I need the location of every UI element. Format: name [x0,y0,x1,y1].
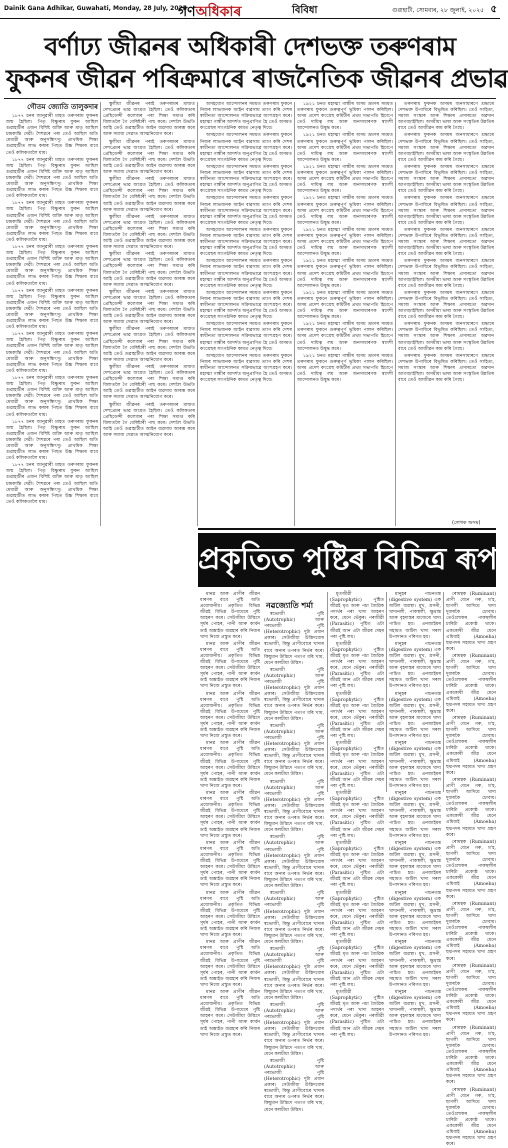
body-paragraph: ১৯২১ চনত মহাত্মা গান্ধীৰ অসম ভ্ৰমণৰ সময়ত তৰুণৰাম ফুকনে গুৰুত্বপূৰ্ণ ভূমিকা পালন কৰিছিল। অসম প্ৰদেশ কংগ্ৰেছ কমিটীৰ প্ৰথম সভাপতি হিচাপে তেওঁ দায়িত্ব লয় আৰু জনসাধাৰণক স্বদেশী আন্দোলনত উদ্বুদ্ধ কৰে। [297,228,393,258]
body-paragraph: অসহযোগ আন্দোলনৰ সময়ত তৰুণৰাম ফুকনে নিজৰ লাভজনক আইন ব্যৱসায় ত্যাগ কৰি দেশৰ স্বাধীনতা আন্দোলনত সক্ৰিয়ভাৱে অংশগ্ৰহণ কৰে। মহাত্মা গান্ধীৰ আদৰ্শত অনুপ্ৰাণিত হৈ তেওঁ অসমত কংগ্ৰেছৰ সাংগঠনিক কামত নেতৃত্ব দিয়ে। [200,133,292,163]
body-paragraph: ১৮৭৭ চনৰ জানুৱাৰী মাহত তৰুণৰাম ফুকনৰ জন্ম হৈছিল। পিতৃ বিষ্ণুৰাম ফুকন আছিল গুৱাহাটীৰ এজন বিশিষ্ট ব্যক্তি আৰু মাতৃ আছিল চন্দ্ৰকান্তি দেৱী। শৈশৱৰে পৰা তেওঁ আছিল অতি মেধাৱী আৰু অনুসন্ধিৎসু। প্ৰাথমিক শিক্ষা গুৱাহাটীত লাভ কৰাৰ পিছত উচ্চ শিক্ষাৰ বাবে তেওঁ কলিকতালৈ যায়। [6,158,98,201]
article1-col4-text [297,102,393,384]
column-divider [294,102,295,526]
masthead [0,0,500,19]
body-paragraph: মূতজীৱী (Saprophytic) পুষ্টিত জীৱই মৃত আৰু পচা জৈৱিক পদাৰ্থৰ পৰা খাদ্য আহৰণ কৰে, যেনে ভেঁকুৰ। পৰজীৱী (Parasitic) পুষ্টিত এটা জীৱই আন এটা জীৱৰ দেহৰ পৰা পুষ্টি লয়। [330,592,384,641]
body-paragraph: মানুহৰ পাচনতন্ত্ৰ (digestive system) এক জটিল ব্যৱস্থা। মুখ, গ্ৰসনী, খাদ্যনলী, পাকস্থলী, ক্ষুদ্ৰান্ত্ৰ আৰু বৃহদান্ত্ৰৰ মাজেৰে খাদ্য পাচিত হয়। এনজাইমৰ সহায়ত জটিল খাদ্য সৰল উপাদানত পৰিণত হয়। [389,841,441,890]
article2-column-2 [264,612,324,792]
article1-column-1 [6,102,98,526]
article1-col5-text [398,102,494,384]
article1-headline-line1: বৰ্ণাঢ্য জীৱনৰ অধিকাৰী দেশভক্ত তৰুণৰাম [6,32,494,62]
body-paragraph: স্বভোজী পুষ্টি (Autotrophic) আৰু পৰভোজী পুষ্টি (Heterotrophic) দুটা প্ৰধান প্ৰকাৰ। সেউজীয়া উদ্ভিদবোৰ স্বভোজী, কিন্তু প্ৰাণীবোৰে খাদ্যৰ বাবে অন্যৰ ওপৰত নিৰ্ভৰ কৰে। কিছুমান উদ্ভিদে পতংগ ধৰি খায়, যেনে কলচীয়া উদ্ভিদ। [264,780,324,835]
body-paragraph: ১৯২১ চনত মহাত্মা গান্ধীৰ অসম ভ্ৰমণৰ সময়ত তৰুণৰাম ফুকনে গুৰুত্বপূৰ্ণ ভূমিকা পালন কৰিছিল। অসম প্ৰদেশ কংগ্ৰেছ কমিটীৰ প্ৰথম সভাপতি হিচাপে তেওঁ দায়িত্ব লয় আৰু জনসাধাৰণক স্বদেশী আন্দোলনত উদ্বুদ্ধ কৰে। [297,165,393,195]
body-paragraph: অসহযোগ আন্দোলনৰ সময়ত তৰুণৰাম ফুকনে নিজৰ লাভজনক আইন ব্যৱসায় ত্যাগ কৰি দেশৰ স্বাধীনতা আন্দোলনত সক্ৰিয়ভাৱে অংশগ্ৰহণ কৰে। মহাত্মা গান্ধীৰ আদৰ্শত অনুপ্ৰাণিত হৈ তেওঁ অসমত কংগ্ৰেছৰ সাংগঠনিক কামত নেতৃত্ব দিয়ে। [200,291,292,321]
body-paragraph: ১৯২১ চনত মহাত্মা গান্ধীৰ অসম ভ্ৰমণৰ সময়ত তৰুণৰাম ফুকনে গুৰুত্বপূৰ্ণ ভূমিকা পালন কৰিছিল। অসম প্ৰদেশ কংগ্ৰেছ কমিটীৰ প্ৰথম সভাপতি হিচাপে তেওঁ দায়িত্ব লয় আৰু জনসাধাৰণক স্বদেশী আন্দোলনত উদ্বুদ্ধ কৰে। [297,196,393,226]
body-paragraph: মানৱ আৰু প্ৰাণীৰ জীৱন ধাৰণৰ বাবে পুষ্টি অতি প্ৰয়োজনীয়। প্ৰকৃতিত বিভিন্ন জীৱই বিভিন্ন উপায়েৰে পুষ্টি আহৰণ কৰে। সেউজীয়া উদ্ভিদে সূৰ্যৰ পোহৰ, পানী আৰু কাৰ্বন ডাই অক্সাইড ব্যৱহাৰ কৰি নিজৰ খাদ্য নিজে প্ৰস্তুত কৰে। [200,791,260,840]
body-paragraph: মূতজীৱী (Saprophytic) পুষ্টিত জীৱই মৃত আৰু পচা জৈৱিক পদাৰ্থৰ পৰা খাদ্য আহৰণ কৰে, যেনে ভেঁকুৰ। পৰজীৱী (Parasitic) পুষ্টিত এটা জীৱই আন এটা জীৱৰ দেহৰ পৰা পুষ্টি লয়। [330,741,384,790]
body-paragraph: মানৱ আৰু প্ৰাণীৰ জীৱন ধাৰণৰ বাবে পুষ্টি অতি প্ৰয়োজনীয়। প্ৰকৃতিত বিভিন্ন জীৱই বিভিন্ন উপায়েৰে পুষ্টি আহৰণ কৰে। সেউজীয়া উদ্ভিদে সূৰ্যৰ পোহৰ, পানী আৰু কাৰ্বন ডাই অক্সাইড ব্যৱহাৰ কৰি নিজৰ খাদ্য নিজে প্ৰস্তুত কৰে। [200,592,260,641]
article1-column-3 [200,102,292,526]
article2-col4-text [389,592,441,1039]
body-paragraph: মানুহৰ পাচনতন্ত্ৰ (digestive system) এক জটিল ব্যৱস্থা। মুখ, গ্ৰসনী, খাদ্যনলী, পাকস্থলী, ক্ষুদ্ৰান্ত্ৰ আৰু বৃহদান্ত্ৰৰ মাজেৰে খাদ্য পাচিত হয়। এনজাইমৰ সহায়ত জটিল খাদ্য সৰল উপাদানত পৰিণত হয়। [389,891,441,940]
body-paragraph: মানৱ আৰু প্ৰাণীৰ জীৱন ধাৰণৰ বাবে পুষ্টি অতি প্ৰয়োজনীয়। প্ৰকৃতিত বিভিন্ন জীৱই বিভিন্ন উপায়েৰে পুষ্টি আহৰণ কৰে। সেউজীয়া উদ্ভিদে সূৰ্যৰ পোহৰ, পানী আৰু কাৰ্বন ডাই অক্সাইড ব্যৱহাৰ কৰি নিজৰ খাদ্য নিজে প্ৰস্তুত কৰে। [200,692,260,741]
headline-divider [4,98,496,99]
body-paragraph: মানুহৰ পাচনতন্ত্ৰ (digestive system) এক জটিল ব্যৱস্থা। মুখ, গ্ৰসনী, খাদ্যনলী, পাকস্থলী, ক্ষুদ্ৰান্ত্ৰ আৰু বৃহদান্ত্ৰৰ মাজেৰে খাদ্য পাচিত হয়। এনজাইমৰ সহায়ত জটিল খাদ্য সৰল উপাদানত পৰিণত হয়। [389,741,441,790]
article2-column-4 [389,592,441,792]
newspaper-logo [178,0,241,24]
body-paragraph: মানুহৰ পাচনতন্ত্ৰ (digestive system) এক জটিল ব্যৱস্থা। মুখ, গ্ৰসনী, খাদ্যনলী, পাকস্থলী, ক্ষুদ্ৰান্ত্ৰ আৰু বৃহদান্ত্ৰৰ মাজেৰে খাদ্য পাচিত হয়। এনজাইমৰ সহায়ত জটিল খাদ্য সৰল উপাদানত পৰিণত হয়। [389,692,441,741]
body-paragraph: স্বভোজী পুষ্টি (Autotrophic) আৰু পৰভোজী পুষ্টি (Heterotrophic) দুটা প্ৰধান প্ৰকাৰ। সেউজীয়া উদ্ভিদবোৰ স্বভোজী, কিন্তু প্ৰাণীবোৰে খাদ্যৰ বাবে অন্যৰ ওপৰত নিৰ্ভৰ কৰে। কিছুমান উদ্ভিদে পতংগ ধৰি খায়, যেনে কলচীয়া উদ্ভিদ। [264,612,324,667]
body-paragraph: অসহযোগ আন্দোলনৰ সময়ত তৰুণৰাম ফুকনে নিজৰ লাভজনক আইন ব্যৱসায় ত্যাগ কৰি দেশৰ স্বাধীনতা আন্দোলনত সক্ৰিয়ভাৱে অংশগ্ৰহণ কৰে। মহাত্মা গান্ধীৰ আদৰ্শত অনুপ্ৰাণিত হৈ তেওঁ অসমত কংগ্ৰেছৰ সাংগঠনিক কামত নেতৃত্ব দিয়ে। [200,228,292,258]
body-paragraph: ৰোমন্থক (Ruminant) প্ৰাণী যেনে গৰু, ম'হ, ছাগলী আদিয়ে খাদ্য দুবাৰকৈ চোবায়। তেওঁলোকৰ পাকস্থলীৰ চাৰিটা প্ৰকোষ্ঠ থাকে। এককোষী জীৱ যেনে এমিবাই (Amoeba) ছদ্মপদৰ সহায়ত খাদ্য গ্ৰহণ কৰে। [446,840,496,901]
body-paragraph: তৰুণৰাম ফুকনক অসমৰ জনসাধাৰণে শ্ৰদ্ধাৰে দেশভক্ত উপাধিৰে বিভূষিত কৰিছিল। তেওঁ সাহিত্য, সমাজ সংস্কাৰ আৰু শিক্ষাৰ প্ৰসাৰতো অৱদান আগবঢ়াইছিল। অসমীয়া ভাষা আৰু সংস্কৃতিৰ উন্নতিৰ বাবে তেওঁ আজীৱন কাম কৰি গৈছে। [398,133,494,163]
body-paragraph: স্কুলীয়া জীৱনৰ পৰাই তৰুণৰামৰ মাজত দেশপ্ৰেমৰ ভাৱ জাগ্ৰত হৈছিল। তেওঁ কলিকতাৰ প্ৰেছিডেন্সী কলেজৰ পৰা শিক্ষা সমাপ্ত কৰি বিলাতলৈ গৈ বেৰিষ্টাৰী পাছ কৰে। দেশলৈ উভতি আহি তেওঁ গুৱাহাটীত আইন ব্যৱসায় আৰম্ভ কৰে আৰু সমাজ সেৱাত আত্মনিয়োগ কৰে। [103,252,195,289]
body-paragraph: মূতজীৱী (Saprophytic) পুষ্টিত জীৱই মৃত আৰু পচা জৈৱিক পদাৰ্থৰ পৰা খাদ্য আহৰণ কৰে, যেনে ভেঁকুৰ। পৰজীৱী (Parasitic) পুষ্টিত এটা জীৱই আন এটা জীৱৰ দেহৰ পৰা পুষ্টি লয়। [330,940,384,989]
article1-headline-line2: ফুকনৰ জীৱন পৰিক্ৰমাৰে ৰাজনৈতিক জীৱনৰ প্ৰভাৱ [6,64,494,94]
article1-col3-text [200,102,292,384]
column-divider [386,592,387,792]
column-divider [197,102,198,526]
body-paragraph: ৰোমন্থক (Ruminant) প্ৰাণী যেনে গৰু, ম'হ, ছাগলী আদিয়ে খাদ্য দুবাৰকৈ চোবায়। তেওঁলোকৰ পাকস্থলীৰ চাৰিটা প্ৰকোষ্ঠ থাকে। এককোষী জীৱ যেনে এমিবাই (Amoeba) ছদ্মপদৰ সহায়ত খাদ্য গ্ৰহণ কৰে। [446,1088,496,1148]
body-paragraph: মূতজীৱী (Saprophytic) পুষ্টিত জীৱই মৃত আৰু পচা জৈৱিক পদাৰ্থৰ পৰা খাদ্য আহৰণ কৰে, যেনে ভেঁকুৰ। পৰজীৱী (Parasitic) পুষ্টিত এটা জীৱই আন এটা জীৱৰ দেহৰ পৰা পুষ্টি লয়। [330,841,384,890]
body-paragraph: ১৯২১ চনত মহাত্মা গান্ধীৰ অসম ভ্ৰমণৰ সময়ত তৰুণৰাম ফুকনে গুৰুত্বপূৰ্ণ ভূমিকা পালন কৰিছিল। অসম প্ৰদেশ কংগ্ৰেছ কমিটীৰ প্ৰথম সভাপতি হিচাপে তেওঁ দায়িত্ব লয় আৰু জনসাধাৰণক স্বদেশী আন্দোলনত উদ্বুদ্ধ কৰে। [297,354,393,384]
body-paragraph: তৰুণৰাম ফুকনক অসমৰ জনসাধাৰণে শ্ৰদ্ধাৰে দেশভক্ত উপাধিৰে বিভূষিত কৰিছিল। তেওঁ সাহিত্য, সমাজ সংস্কাৰ আৰু শিক্ষাৰ প্ৰসাৰতো অৱদান আগবঢ়াইছিল। অসমীয়া ভাষা আৰু সংস্কৃতিৰ উন্নতিৰ বাবে তেওঁ আজীৱন কাম কৰি গৈছে। [398,196,494,226]
body-paragraph: স্কুলীয়া জীৱনৰ পৰাই তৰুণৰামৰ মাজত দেশপ্ৰেমৰ ভাৱ জাগ্ৰত হৈছিল। তেওঁ কলিকতাৰ প্ৰেছিডেন্সী কলেজৰ পৰা শিক্ষা সমাপ্ত কৰি বিলাতলৈ গৈ বেৰিষ্টাৰী পাছ কৰে। দেশলৈ উভতি আহি তেওঁ গুৱাহাটীত আইন ব্যৱসায় আৰম্ভ কৰে আৰু সমাজ সেৱাত আত্মনিয়োগ কৰে। [103,215,195,252]
body-paragraph: তৰুণৰাম ফুকনক অসমৰ জনসাধাৰণে শ্ৰদ্ধাৰে দেশভক্ত উপাধিৰে বিভূষিত কৰিছিল। তেওঁ সাহিত্য, সমাজ সংস্কাৰ আৰু শিক্ষাৰ প্ৰসাৰতো অৱদান আগবঢ়াইছিল। অসমীয়া ভাষা আৰু সংস্কৃতিৰ উন্নতিৰ বাবে তেওঁ আজীৱন কাম কৰি গৈছে। [398,322,494,352]
body-paragraph: ১৯২১ চনত মহাত্মা গান্ধীৰ অসম ভ্ৰমণৰ সময়ত তৰুণৰাম ফুকনে গুৰুত্বপূৰ্ণ ভূমিকা পালন কৰিছিল। অসম প্ৰদেশ কংগ্ৰেছ কমিটীৰ প্ৰথম সভাপতি হিচাপে তেওঁ দায়িত্ব লয় আৰু জনসাধাৰণক স্বদেশী আন্দোলনত উদ্বুদ্ধ কৰে। [297,259,393,289]
body-paragraph: মানুহৰ পাচনতন্ত্ৰ (digestive system) এক জটিল ব্যৱস্থা। মুখ, গ্ৰসনী, খাদ্যনলী, পাকস্থলী, ক্ষুদ্ৰান্ত্ৰ আৰু বৃহদান্ত্ৰৰ মাজেৰে খাদ্য পাচিত হয়। এনজাইমৰ সহায়ত জটিল খাদ্য সৰল উপাদানত পৰিণত হয়। [389,940,441,989]
body-paragraph: স্বভোজী পুষ্টি (Autotrophic) আৰু পৰভোজী পুষ্টি (Heterotrophic) দুটা প্ৰধান প্ৰকাৰ। সেউজীয়া উদ্ভিদবোৰ স্বভোজী, কিন্তু প্ৰাণীবোৰে খাদ্যৰ বাবে অন্যৰ ওপৰত নিৰ্ভৰ কৰে। কিছুমান উদ্ভিদে পতংগ ধৰি খায়, যেনে কলচীয়া উদ্ভিদ। [264,947,324,1002]
body-paragraph: তৰুণৰাম ফুকনক অসমৰ জনসাধাৰণে শ্ৰদ্ধাৰে দেশভক্ত উপাধিৰে বিভূষিত কৰিছিল। তেওঁ সাহিত্য, সমাজ সংস্কাৰ আৰু শিক্ষাৰ প্ৰসাৰতো অৱদান আগবঢ়াইছিল। অসমীয়া ভাষা আৰু সংস্কৃতিৰ উন্নতিৰ বাবে তেওঁ আজীৱন কাম কৰি গৈছে। [398,228,494,258]
body-paragraph: মূতজীৱী (Saprophytic) পুষ্টিত জীৱই মৃত আৰু পচা জৈৱিক পদাৰ্থৰ পৰা খাদ্য আহৰণ কৰে, যেনে ভেঁকুৰ। পৰজীৱী (Parasitic) পুষ্টিত এটা জীৱই আন এটা জীৱৰ দেহৰ পৰা পুষ্টি লয়। [330,642,384,691]
body-paragraph: মানুহৰ পাচনতন্ত্ৰ (digestive system) এক জটিল ব্যৱস্থা। মুখ, গ্ৰসনী, খাদ্যনলী, পাকস্থলী, ক্ষুদ্ৰান্ত্ৰ আৰু বৃহদান্ত্ৰৰ মাজেৰে খাদ্য পাচিত হয়। এনজাইমৰ সহায়ত জটিল খাদ্য সৰল উপাদানত পৰিণত হয়। [389,592,441,641]
article2-byline: নৱজ্যোতি শৰ্মা [266,600,313,613]
body-paragraph: স্বভোজী পুষ্টি (Autotrophic) আৰু পৰভোজী পুষ্টি (Heterotrophic) দুটা প্ৰধান প্ৰকাৰ। সেউজীয়া উদ্ভিদবোৰ স্বভোজী, কিন্তু প্ৰাণীবোৰে খাদ্যৰ বাবে অন্যৰ ওপৰত নিৰ্ভৰ কৰে। কিছুমান উদ্ভিদে পতংগ ধৰি খায়, যেনে কলচীয়া উদ্ভিদ। [264,1059,324,1114]
column-divider [443,592,444,792]
body-paragraph: স্কুলীয়া জীৱনৰ পৰাই তৰুণৰামৰ মাজত দেশপ্ৰেমৰ ভাৱ জাগ্ৰত হৈছিল। তেওঁ কলিকতাৰ প্ৰেছিডেন্সী কলেজৰ পৰা শিক্ষা সমাপ্ত কৰি বিলাতলৈ গৈ বেৰিষ্টাৰী পাছ কৰে। দেশলৈ উভতি আহি তেওঁ গুৱাহাটীত আইন ব্যৱসায় আৰম্ভ কৰে আৰু সমাজ সেৱাত আত্মনিয়োগ কৰে। [103,140,195,177]
body-paragraph: ১৯২১ চনত মহাত্মা গান্ধীৰ অসম ভ্ৰমণৰ সময়ত তৰুণৰাম ফুকনে গুৰুত্বপূৰ্ণ ভূমিকা পালন কৰিছিল। অসম প্ৰদেশ কংগ্ৰেছ কমিটীৰ প্ৰথম সভাপতি হিচাপে তেওঁ দায়িত্ব লয় আৰু জনসাধাৰণক স্বদেশী আন্দোলনত উদ্বুদ্ধ কৰে। [297,133,393,163]
article-separator [198,528,496,530]
body-paragraph: স্কুলীয়া জীৱনৰ পৰাই তৰুণৰামৰ মাজত দেশপ্ৰেমৰ ভাৱ জাগ্ৰত হৈছিল। তেওঁ কলিকতাৰ প্ৰেছিডেন্সী কলেজৰ পৰা শিক্ষা সমাপ্ত কৰি বিলাতলৈ গৈ বেৰিষ্টাৰী পাছ কৰে। দেশলৈ উভতি আহি তেওঁ গুৱাহাটীত আইন ব্যৱসায় আৰম্ভ কৰে আৰু সমাজ সেৱাত আত্মনিয়োগ কৰে। [103,365,195,402]
masthead-dateline-as: গুৱাহাটী, সোমবাৰ, ২৮ জুলাই, ২০২৫ [392,5,484,16]
article1-col1-text [6,114,98,506]
body-paragraph: ১৮৭৭ চনৰ জানুৱাৰী মাহত তৰুণৰাম ফুকনৰ জন্ম হৈছিল। পিতৃ বিষ্ণুৰাম ফুকন আছিল গুৱাহাটীৰ এজন বিশিষ্ট ব্যক্তি আৰু মাতৃ আছিল চন্দ্ৰকান্তি দেৱী। শৈশৱৰে পৰা তেওঁ আছিল অতি মেধাৱী আৰু অনুসন্ধিৎসু। প্ৰাথমিক শিক্ষা গুৱাহাটীত লাভ কৰাৰ পিছত উচ্চ শিক্ষাৰ বাবে তেওঁ কলিকতালৈ যায়। [6,332,98,375]
body-paragraph: মানৱ আৰু প্ৰাণীৰ জীৱন ধাৰণৰ বাবে পুষ্টি অতি প্ৰয়োজনীয়। প্ৰকৃতিত বিভিন্ন জীৱই বিভিন্ন উপায়েৰে পুষ্টি আহৰণ কৰে। সেউজীয়া উদ্ভিদে সূৰ্যৰ পোহৰ, পানী আৰু কাৰ্বন ডাই অক্সাইড ব্যৱহাৰ কৰি নিজৰ খাদ্য নিজে প্ৰস্তুত কৰে। [200,940,260,989]
page-number: ৫ [491,2,498,19]
article2-col3-text [330,592,384,1039]
body-paragraph: তৰুণৰাম ফুকনক অসমৰ জনসাধাৰণে শ্ৰদ্ধাৰে দেশভক্ত উপাধিৰে বিভূষিত কৰিছিল। তেওঁ সাহিত্য, সমাজ সংস্কাৰ আৰু শিক্ষাৰ প্ৰসাৰতো অৱদান আগবঢ়াইছিল। অসমীয়া ভাষা আৰু সংস্কৃতিৰ উন্নতিৰ বাবে তেওঁ আজীৱন কাম কৰি গৈছে। [398,354,494,384]
body-paragraph: ১৮৭৭ চনৰ জানুৱাৰী মাহত তৰুণৰাম ফুকনৰ জন্ম হৈছিল। পিতৃ বিষ্ণুৰাম ফুকন আছিল গুৱাহাটীৰ এজন বিশিষ্ট ব্যক্তি আৰু মাতৃ আছিল চন্দ্ৰকান্তি দেৱী। শৈশৱৰে পৰা তেওঁ আছিল অতি মেধাৱী আৰু অনুসন্ধিৎসু। প্ৰাথমিক শিক্ষা গুৱাহাটীত লাভ কৰাৰ পিছত উচ্চ শিক্ষাৰ বাবে তেওঁ কলিকতালৈ যায়। [6,376,98,419]
body-paragraph: মূতজীৱী (Saprophytic) পুষ্টিত জীৱই মৃত আৰু পচা জৈৱিক পদাৰ্থৰ পৰা খাদ্য আহৰণ কৰে, যেনে ভেঁকুৰ। পৰজীৱী (Parasitic) পুষ্টিত এটা জীৱই আন এটা জীৱৰ দেহৰ পৰা পুষ্টি লয়। [330,692,384,741]
body-paragraph: ১৯২১ চনত মহাত্মা গান্ধীৰ অসম ভ্ৰমণৰ সময়ত তৰুণৰাম ফুকনে গুৰুত্বপূৰ্ণ ভূমিকা পালন কৰিছিল। অসম প্ৰদেশ কংগ্ৰেছ কমিটীৰ প্ৰথম সভাপতি হিচাপে তেওঁ দায়িত্ব লয় আৰু জনসাধাৰণক স্বদেশী আন্দোলনত উদ্বুদ্ধ কৰে। [297,291,393,321]
body-paragraph: স্কুলীয়া জীৱনৰ পৰাই তৰুণৰামৰ মাজত দেশপ্ৰেমৰ ভাৱ জাগ্ৰত হৈছিল। তেওঁ কলিকতাৰ প্ৰেছিডেন্সী কলেজৰ পৰা শিক্ষা সমাপ্ত কৰি বিলাতলৈ গৈ বেৰিষ্টাৰী পাছ কৰে। দেশলৈ উভতি আহি তেওঁ গুৱাহাটীত আইন ব্যৱসায় আৰম্ভ কৰে আৰু সমাজ সেৱাত আত্মনিয়োগ কৰে। [103,403,195,440]
article1-column-4 [297,102,393,526]
body-paragraph: অসহযোগ আন্দোলনৰ সময়ত তৰুণৰাম ফুকনে নিজৰ লাভজনক আইন ব্যৱসায় ত্যাগ কৰি দেশৰ স্বাধীনতা আন্দোলনত সক্ৰিয়ভাৱে অংশগ্ৰহণ কৰে। মহাত্মা গান্ধীৰ আদৰ্শত অনুপ্ৰাণিত হৈ তেওঁ অসমত কংগ্ৰেছৰ সাংগঠনিক কামত নেতৃত্ব দিয়ে। [200,196,292,226]
body-paragraph: মূতজীৱী (Saprophytic) পুষ্টিত জীৱই মৃত আৰু পচা জৈৱিক পদাৰ্থৰ পৰা খাদ্য আহৰণ কৰে, যেনে ভেঁকুৰ। পৰজীৱী (Parasitic) পুষ্টিত এটা জীৱই আন এটা জীৱৰ দেহৰ পৰা পুষ্টি লয়। [330,891,384,940]
article2-col5-text [446,592,496,1148]
body-paragraph: তৰুণৰাম ফুকনক অসমৰ জনসাধাৰণে শ্ৰদ্ধাৰে দেশভক্ত উপাধিৰে বিভূষিত কৰিছিল। তেওঁ সাহিত্য, সমাজ সংস্কাৰ আৰু শিক্ষাৰ প্ৰসাৰতো অৱদান আগবঢ়াইছিল। অসমীয়া ভাষা আৰু সংস্কৃতিৰ উন্নতিৰ বাবে তেওঁ আজীৱন কাম কৰি গৈছে। [398,259,494,289]
body-paragraph: অসহযোগ আন্দোলনৰ সময়ত তৰুণৰাম ফুকনে নিজৰ লাভজনক আইন ব্যৱসায় ত্যাগ কৰি দেশৰ স্বাধীনতা আন্দোলনত সক্ৰিয়ভাৱে অংশগ্ৰহণ কৰে। মহাত্মা গান্ধীৰ আদৰ্শত অনুপ্ৰাণিত হৈ তেওঁ অসমত কংগ্ৰেছৰ সাংগঠনিক কামত নেতৃত্ব দিয়ে। [200,165,292,195]
body-paragraph: ৰোমন্থক (Ruminant) প্ৰাণী যেনে গৰু, ম'হ, ছাগলী আদিয়ে খাদ্য দুবাৰকৈ চোবায়। তেওঁলোকৰ পাকস্থলীৰ চাৰিটা প্ৰকোষ্ঠ থাকে। এককোষী জীৱ যেনে এমিবাই (Amoeba) ছদ্মপদৰ সহায়ত খাদ্য গ্ৰহণ কৰে। [446,902,496,963]
body-paragraph: ৰোমন্থক (Ruminant) প্ৰাণী যেনে গৰু, ম'হ, ছাগলী আদিয়ে খাদ্য দুবাৰকৈ চোবায়। তেওঁলোকৰ পাকস্থলীৰ চাৰিটা প্ৰকোষ্ঠ থাকে। এককোষী জীৱ যেনে এমিবাই (Amoeba) ছদ্মপদৰ সহায়ত খাদ্য গ্ৰহণ কৰে। [446,716,496,777]
body-paragraph: স্কুলীয়া জীৱনৰ পৰাই তৰুণৰামৰ মাজত দেশপ্ৰেমৰ ভাৱ জাগ্ৰত হৈছিল। তেওঁ কলিকতাৰ প্ৰেছিডেন্সী কলেজৰ পৰা শিক্ষা সমাপ্ত কৰি বিলাতলৈ গৈ বেৰিষ্টাৰী পাছ কৰে। দেশলৈ উভতি আহি তেওঁ গুৱাহাটীত আইন ব্যৱসায় আৰম্ভ কৰে আৰু সমাজ সেৱাত আত্মনিয়োগ কৰে। [103,290,195,327]
body-paragraph: ১৯২১ চনত মহাত্মা গান্ধীৰ অসম ভ্ৰমণৰ সময়ত তৰুণৰাম ফুকনে গুৰুত্বপূৰ্ণ ভূমিকা পালন কৰিছিল। অসম প্ৰদেশ কংগ্ৰেছ কমিটীৰ প্ৰথম সভাপতি হিচাপে তেওঁ দায়িত্ব লয় আৰু জনসাধাৰণক স্বদেশী আন্দোলনত উদ্বুদ্ধ কৰে। [297,322,393,352]
body-paragraph: মানৱ আৰু প্ৰাণীৰ জীৱন ধাৰণৰ বাবে পুষ্টি অতি প্ৰয়োজনীয়। প্ৰকৃতিত বিভিন্ন জীৱই বিভিন্ন উপায়েৰে পুষ্টি আহৰণ কৰে। সেউজীয়া উদ্ভিদে সূৰ্যৰ পোহৰ, পানী আৰু কাৰ্বন ডাই অক্সাইড ব্যৱহাৰ কৰি নিজৰ খাদ্য নিজে প্ৰস্তুত কৰে। [200,990,260,1039]
body-paragraph: ১৮৭৭ চনৰ জানুৱাৰী মাহত তৰুণৰাম ফুকনৰ জন্ম হৈছিল। পিতৃ বিষ্ণুৰাম ফুকন আছিল গুৱাহাটীৰ এজন বিশিষ্ট ব্যক্তি আৰু মাতৃ আছিল চন্দ্ৰকান্তি দেৱী। শৈশৱৰে পৰা তেওঁ আছিল অতি মেধাৱী আৰু অনুসন্ধিৎসু। প্ৰাথমিক শিক্ষা গুৱাহাটীত লাভ কৰাৰ পিছত উচ্চ শিক্ষাৰ বাবে তেওঁ কলিকতালৈ যায়। [6,420,98,463]
body-paragraph: মানৱ আৰু প্ৰাণীৰ জীৱন ধাৰণৰ বাবে পুষ্টি অতি প্ৰয়োজনীয়। প্ৰকৃতিত বিভিন্ন জীৱই বিভিন্ন উপায়েৰে পুষ্টি আহৰণ কৰে। সেউজীয়া উদ্ভিদে সূৰ্যৰ পোহৰ, পানী আৰু কাৰ্বন ডাই অক্সাইড ব্যৱহাৰ কৰি নিজৰ খাদ্য নিজে প্ৰস্তুত কৰে। [200,642,260,691]
body-paragraph: স্বভোজী পুষ্টি (Autotrophic) আৰু পৰভোজী পুষ্টি (Heterotrophic) দুটা প্ৰধান প্ৰকাৰ। সেউজীয়া উদ্ভিদবোৰ স্বভোজী, কিন্তু প্ৰাণীবোৰে খাদ্যৰ বাবে অন্যৰ ওপৰত নিৰ্ভৰ কৰে। কিছুমান উদ্ভিদে পতংগ ধৰি খায়, যেনে কলচীয়া উদ্ভিদ। [264,668,324,723]
logo-accent-text: অধিকাৰ [196,4,242,20]
article2-column-3 [330,592,384,792]
body-paragraph: মানৱ আৰু প্ৰাণীৰ জীৱন ধাৰণৰ বাবে পুষ্টি অতি প্ৰয়োজনীয়। প্ৰকৃতিত বিভিন্ন জীৱই বিভিন্ন উপায়েৰে পুষ্টি আহৰণ কৰে। সেউজীয়া উদ্ভিদে সূৰ্যৰ পোহৰ, পানী আৰু কাৰ্বন ডাই অক্সাইড ব্যৱহাৰ কৰি নিজৰ খাদ্য নিজে প্ৰস্তুত কৰে। [200,741,260,790]
column-divider [395,102,396,526]
article1-credit: (লেখক অসম) [452,520,480,528]
body-paragraph: মানুহৰ পাচনতন্ত্ৰ (digestive system) এক জটিল ব্যৱস্থা। মুখ, গ্ৰসনী, খাদ্যনলী, পাকস্থলী, ক্ষুদ্ৰান্ত্ৰ আৰু বৃহদান্ত্ৰৰ মাজেৰে খাদ্য পাচিত হয়। এনজাইমৰ সহায়ত জটিল খাদ্য সৰল উপাদানত পৰিণত হয়। [389,990,441,1039]
body-paragraph: মূতজীৱী (Saprophytic) পুষ্টিত জীৱই মৃত আৰু পচা জৈৱিক পদাৰ্থৰ পৰা খাদ্য আহৰণ কৰে, যেনে ভেঁকুৰ। পৰজীৱী (Parasitic) পুষ্টিত এটা জীৱই আন এটা জীৱৰ দেহৰ পৰা পুষ্টি লয়। [330,791,384,840]
body-paragraph: অসহযোগ আন্দোলনৰ সময়ত তৰুণৰাম ফুকনে নিজৰ লাভজনক আইন ব্যৱসায় ত্যাগ কৰি দেশৰ স্বাধীনতা আন্দোলনত সক্ৰিয়ভাৱে অংশগ্ৰহণ কৰে। মহাত্মা গান্ধীৰ আদৰ্শত অনুপ্ৰাণিত হৈ তেওঁ অসমত কংগ্ৰেছৰ সাংগঠনিক কামত নেতৃত্ব দিয়ে। [200,354,292,384]
body-paragraph: ১৮৭৭ চনৰ জানুৱাৰী মাহত তৰুণৰাম ফুকনৰ জন্ম হৈছিল। পিতৃ বিষ্ণুৰাম ফুকন আছিল গুৱাহাটীৰ এজন বিশিষ্ট ব্যক্তি আৰু মাতৃ আছিল চন্দ্ৰকান্তি দেৱী। শৈশৱৰে পৰা তেওঁ আছিল অতি মেধাৱী আৰু অনুসন্ধিৎসু। প্ৰাথমিক শিক্ষা গুৱাহাটীত লাভ কৰাৰ পিছত উচ্চ শিক্ষাৰ বাবে তেওঁ কলিকতালৈ যায়। [6,289,98,332]
body-paragraph: ৰোমন্থক (Ruminant) প্ৰাণী যেনে গৰু, ম'হ, ছাগলী আদিয়ে খাদ্য দুবাৰকৈ চোবায়। তেওঁলোকৰ পাকস্থলীৰ চাৰিটা প্ৰকোষ্ঠ থাকে। এককোষী জীৱ যেনে এমিবাই (Amoeba) ছদ্মপদৰ সহায়ত খাদ্য গ্ৰহণ কৰে। [446,1026,496,1087]
column-divider [327,592,328,792]
body-paragraph: মূতজীৱী (Saprophytic) পুষ্টিত জীৱই মৃত আৰু পচা জৈৱিক পদাৰ্থৰ পৰা খাদ্য আহৰণ কৰে, যেনে ভেঁকুৰ। পৰজীৱী (Parasitic) পুষ্টিত এটা জীৱই আন এটা জীৱৰ দেহৰ পৰা পুষ্টি লয়। [330,990,384,1039]
article2-col1-text [200,592,260,1039]
body-paragraph: ৰোমন্থক (Ruminant) প্ৰাণী যেনে গৰু, ম'হ, ছাগলী আদিয়ে খাদ্য দুবাৰকৈ চোবায়। তেওঁলোকৰ পাকস্থলীৰ চাৰিটা প্ৰকোষ্ঠ থাকে। এককোষী জীৱ যেনে এমিবাই (Amoeba) ছদ্মপদৰ সহায়ত খাদ্য গ্ৰহণ কৰে। [446,654,496,715]
body-paragraph: স্বভোজী পুষ্টি (Autotrophic) আৰু পৰভোজী পুষ্টি (Heterotrophic) দুটা প্ৰধান প্ৰকাৰ। সেউজীয়া উদ্ভিদবোৰ স্বভোজী, কিন্তু প্ৰাণীবোৰে খাদ্যৰ বাবে অন্যৰ ওপৰত নিৰ্ভৰ কৰে। কিছুমান উদ্ভিদে পতংগ ধৰি খায়, যেনে কলচীয়া উদ্ভিদ। [264,891,324,946]
body-paragraph: অসহযোগ আন্দোলনৰ সময়ত তৰুণৰাম ফুকনে নিজৰ লাভজনক আইন ব্যৱসায় ত্যাগ কৰি দেশৰ স্বাধীনতা আন্দোলনত সক্ৰিয়ভাৱে অংশগ্ৰহণ কৰে। মহাত্মা গান্ধীৰ আদৰ্শত অনুপ্ৰাণিত হৈ তেওঁ অসমত কংগ্ৰেছৰ সাংগঠনিক কামত নেতৃত্ব দিয়ে। [200,322,292,352]
body-paragraph: মানুহৰ পাচনতন্ত্ৰ (digestive system) এক জটিল ব্যৱস্থা। মুখ, গ্ৰসনী, খাদ্যনলী, পাকস্থলী, ক্ষুদ্ৰান্ত্ৰ আৰু বৃহদান্ত্ৰৰ মাজেৰে খাদ্য পাচিত হয়। এনজাইমৰ সহায়ত জটিল খাদ্য সৰল উপাদানত পৰিণত হয়। [389,791,441,840]
body-paragraph: অসহযোগ আন্দোলনৰ সময়ত তৰুণৰাম ফুকনে নিজৰ লাভজনক আইন ব্যৱসায় ত্যাগ কৰি দেশৰ স্বাধীনতা আন্দোলনত সক্ৰিয়ভাৱে অংশগ্ৰহণ কৰে। মহাত্মা গান্ধীৰ আদৰ্শত অনুপ্ৰাণিত হৈ তেওঁ অসমত কংগ্ৰেছৰ সাংগঠনিক কামত নেতৃত্ব দিয়ে। [200,102,292,132]
body-paragraph: ১৮৭৭ চনৰ জানুৱাৰী মাহত তৰুণৰাম ফুকনৰ জন্ম হৈছিল। পিতৃ বিষ্ণুৰাম ফুকন আছিল গুৱাহাটীৰ এজন বিশিষ্ট ব্যক্তি আৰু মাতৃ আছিল চন্দ্ৰকান্তি দেৱী। শৈশৱৰে পৰা তেওঁ আছিল অতি মেধাৱী আৰু অনুসন্ধিৎসু। প্ৰাথমিক শিক্ষা গুৱাহাটীত লাভ কৰাৰ পিছত উচ্চ শিক্ষাৰ বাবে তেওঁ কলিকতালৈ যায়। [6,201,98,244]
body-paragraph: ১৮৭৭ চনৰ জানুৱাৰী মাহত তৰুণৰাম ফুকনৰ জন্ম হৈছিল। পিতৃ বিষ্ণুৰাম ফুকন আছিল গুৱাহাটীৰ এজন বিশিষ্ট ব্যক্তি আৰু মাতৃ আছিল চন্দ্ৰকান্তি দেৱী। শৈশৱৰে পৰা তেওঁ আছিল অতি মেধাৱী আৰু অনুসন্ধিৎসু। প্ৰাথমিক শিক্ষা গুৱাহাটীত লাভ কৰাৰ পিছত উচ্চ শিক্ষাৰ বাবে তেওঁ কলিকতালৈ যায়। [6,114,98,157]
body-paragraph: স্কুলীয়া জীৱনৰ পৰাই তৰুণৰামৰ মাজত দেশপ্ৰেমৰ ভাৱ জাগ্ৰত হৈছিল। তেওঁ কলিকতাৰ প্ৰেছিডেন্সী কলেজৰ পৰা শিক্ষা সমাপ্ত কৰি বিলাতলৈ গৈ বেৰিষ্টাৰী পাছ কৰে। দেশলৈ উভতি আহি তেওঁ গুৱাহাটীত আইন ব্যৱসায় আৰম্ভ কৰে আৰু সমাজ সেৱাত আত্মনিয়োগ কৰে। [103,327,195,364]
article1-column-5 [398,102,494,518]
body-paragraph: স্কুলীয়া জীৱনৰ পৰাই তৰুণৰামৰ মাজত দেশপ্ৰেমৰ ভাৱ জাগ্ৰত হৈছিল। তেওঁ কলিকতাৰ প্ৰেছিডেন্সী কলেজৰ পৰা শিক্ষা সমাপ্ত কৰি বিলাতলৈ গৈ বেৰিষ্টাৰী পাছ কৰে। দেশলৈ উভতি আহি তেওঁ গুৱাহাটীত আইন ব্যৱসায় আৰম্ভ কৰে আৰু সমাজ সেৱাত আত্মনিয়োগ কৰে। [103,177,195,214]
article2-column-5 [446,592,496,792]
body-paragraph: স্বভোজী পুষ্টি (Autotrophic) আৰু পৰভোজী পুষ্টি (Heterotrophic) দুটা প্ৰধান প্ৰকাৰ। সেউজীয়া উদ্ভিদবোৰ স্বভোজী, কিন্তু প্ৰাণীবোৰে খাদ্যৰ বাবে অন্যৰ ওপৰত নিৰ্ভৰ কৰে। কিছুমান উদ্ভিদে পতংগ ধৰি খায়, যেনে কলচীয়া উদ্ভিদ। [264,724,324,779]
article2-column-1 [200,592,260,792]
body-paragraph: ৰোমন্থক (Ruminant) প্ৰাণী যেনে গৰু, ম'হ, ছাগলী আদিয়ে খাদ্য দুবাৰকৈ চোবায়। তেওঁলোকৰ পাকস্থলীৰ চাৰিটা প্ৰকোষ্ঠ থাকে। এককোষী জীৱ যেনে এমিবাই (Amoeba) ছদ্মপদৰ সহায়ত খাদ্য গ্ৰহণ কৰে। [446,964,496,1025]
body-paragraph: তৰুণৰাম ফুকনক অসমৰ জনসাধাৰণে শ্ৰদ্ধাৰে দেশভক্ত উপাধিৰে বিভূষিত কৰিছিল। তেওঁ সাহিত্য, সমাজ সংস্কাৰ আৰু শিক্ষাৰ প্ৰসাৰতো অৱদান আগবঢ়াইছিল। অসমীয়া ভাষা আৰু সংস্কৃতিৰ উন্নতিৰ বাবে তেওঁ আজীৱন কাম কৰি গৈছে। [398,165,494,195]
body-paragraph: অসহযোগ আন্দোলনৰ সময়ত তৰুণৰাম ফুকনে নিজৰ লাভজনক আইন ব্যৱসায় ত্যাগ কৰি দেশৰ স্বাধীনতা আন্দোলনত সক্ৰিয়ভাৱে অংশগ্ৰহণ কৰে। মহাত্মা গান্ধীৰ আদৰ্শত অনুপ্ৰাণিত হৈ তেওঁ অসমত কংগ্ৰেছৰ সাংগঠনিক কামত নেতৃত্ব দিয়ে। [200,259,292,289]
section-name: বিবিধা [292,3,317,20]
body-paragraph: ১৮৭৭ চনৰ জানুৱাৰী মাহত তৰুণৰাম ফুকনৰ জন্ম হৈছিল। পিতৃ বিষ্ণুৰাম ফুকন আছিল গুৱাহাটীৰ এজন বিশিষ্ট ব্যক্তি আৰু মাতৃ আছিল চন্দ্ৰকান্তি দেৱী। শৈশৱৰে পৰা তেওঁ আছিল অতি মেধাৱী আৰু অনুসন্ধিৎসু। প্ৰাথমিক শিক্ষা গুৱাহাটীত লাভ কৰাৰ পিছত উচ্চ শিক্ষাৰ বাবে তেওঁ কলিকতালৈ যায়। [6,463,98,506]
body-paragraph: তৰুণৰাম ফুকনক অসমৰ জনসাধাৰণে শ্ৰদ্ধাৰে দেশভক্ত উপাধিৰে বিভূষিত কৰিছিল। তেওঁ সাহিত্য, সমাজ সংস্কাৰ আৰু শিক্ষাৰ প্ৰসাৰতো অৱদান আগবঢ়াইছিল। অসমীয়া ভাষা আৰু সংস্কৃতিৰ উন্নতিৰ বাবে তেওঁ আজীৱন কাম কৰি গৈছে। [398,102,494,132]
body-paragraph: ১৮৭৭ চনৰ জানুৱাৰী মাহত তৰুণৰাম ফুকনৰ জন্ম হৈছিল। পিতৃ বিষ্ণুৰাম ফুকন আছিল গুৱাহাটীৰ এজন বিশিষ্ট ব্যক্তি আৰু মাতৃ আছিল চন্দ্ৰকান্তি দেৱী। শৈশৱৰে পৰা তেওঁ আছিল অতি মেধাৱী আৰু অনুসন্ধিৎসু। প্ৰাথমিক শিক্ষা গুৱাহাটীত লাভ কৰাৰ পিছত উচ্চ শিক্ষাৰ বাবে তেওঁ কলিকতালৈ যায়। [6,245,98,288]
column-divider [100,102,101,526]
article1-col2-text [103,102,195,439]
masthead-dateline-en: Dainik Gana Adhikar, Guwahati, Monday, 28 July, 2025 [4,5,187,12]
article1-byline: গৌতম জ্যোতি তালুকদাৰ [6,103,98,112]
body-paragraph: ৰোমন্থক (Ruminant) প্ৰাণী যেনে গৰু, ম'হ, ছাগলী আদিয়ে খাদ্য দুবাৰকৈ চোবায়। তেওঁলোকৰ পাকস্থলীৰ চাৰিটা প্ৰকোষ্ঠ থাকে। এককোষী জীৱ যেনে এমিবাই (Amoeba) ছদ্মপদৰ সহায়ত খাদ্য গ্ৰহণ কৰে। [446,592,496,653]
body-paragraph: ৰোমন্থক (Ruminant) প্ৰাণী যেনে গৰু, ম'হ, ছাগলী আদিয়ে খাদ্য দুবাৰকৈ চোবায়। তেওঁলোকৰ পাকস্থলীৰ চাৰিটা প্ৰকোষ্ঠ থাকে। এককোষী জীৱ যেনে এমিবাই (Amoeba) ছদ্মপদৰ সহায়ত খাদ্য গ্ৰহণ কৰে। [446,778,496,839]
body-paragraph: মানৱ আৰু প্ৰাণীৰ জীৱন ধাৰণৰ বাবে পুষ্টি অতি প্ৰয়োজনীয়। প্ৰকৃতিত বিভিন্ন জীৱই বিভিন্ন উপায়েৰে পুষ্টি আহৰণ কৰে। সেউজীয়া উদ্ভিদে সূৰ্যৰ পোহৰ, পানী আৰু কাৰ্বন ডাই অক্সাইড ব্যৱহাৰ কৰি নিজৰ খাদ্য নিজে প্ৰস্তুত কৰে। [200,841,260,890]
body-paragraph: স্কুলীয়া জীৱনৰ পৰাই তৰুণৰামৰ মাজত দেশপ্ৰেমৰ ভাৱ জাগ্ৰত হৈছিল। তেওঁ কলিকতাৰ প্ৰেছিডেন্সী কলেজৰ পৰা শিক্ষা সমাপ্ত কৰি বিলাতলৈ গৈ বেৰিষ্টাৰী পাছ কৰে। দেশলৈ উভতি আহি তেওঁ গুৱাহাটীত আইন ব্যৱসায় আৰম্ভ কৰে আৰু সমাজ সেৱাত আত্মনিয়োগ কৰে। [103,102,195,139]
article2-col2-text [264,612,324,1114]
body-paragraph: মানৱ আৰু প্ৰাণীৰ জীৱন ধাৰণৰ বাবে পুষ্টি অতি প্ৰয়োজনীয়। প্ৰকৃতিত বিভিন্ন জীৱই বিভিন্ন উপায়েৰে পুষ্টি আহৰণ কৰে। সেউজীয়া উদ্ভিদে সূৰ্যৰ পোহৰ, পানী আৰু কাৰ্বন ডাই অক্সাইড ব্যৱহাৰ কৰি নিজৰ খাদ্য নিজে প্ৰস্তুত কৰে। [200,891,260,940]
article1-column-2 [103,102,195,526]
body-paragraph: ১৯২১ চনত মহাত্মা গান্ধীৰ অসম ভ্ৰমণৰ সময়ত তৰুণৰাম ফুকনে গুৰুত্বপূৰ্ণ ভূমিকা পালন কৰিছিল। অসম প্ৰদেশ কংগ্ৰেছ কমিটীৰ প্ৰথম সভাপতি হিচাপে তেওঁ দায়িত্ব লয় আৰু জনসাধাৰণক স্বদেশী আন্দোলনত উদ্বুদ্ধ কৰে। [297,102,393,132]
body-paragraph: মানুহৰ পাচনতন্ত্ৰ (digestive system) এক জটিল ব্যৱস্থা। মুখ, গ্ৰসনী, খাদ্যনলী, পাকস্থলী, ক্ষুদ্ৰান্ত্ৰ আৰু বৃহদান্ত্ৰৰ মাজেৰে খাদ্য পাচিত হয়। এনজাইমৰ সহায়ত জটিল খাদ্য সৰল উপাদানত পৰিণত হয়। [389,642,441,691]
body-paragraph: স্বভোজী পুষ্টি (Autotrophic) আৰু পৰভোজী পুষ্টি (Heterotrophic) দুটা প্ৰধান প্ৰকাৰ। সেউজীয়া উদ্ভিদবোৰ স্বভোজী, কিন্তু প্ৰাণীবোৰে খাদ্যৰ বাবে অন্যৰ ওপৰত নিৰ্ভৰ কৰে। কিছুমান উদ্ভিদে পতংগ ধৰি খায়, যেনে কলচীয়া উদ্ভিদ। [264,1003,324,1058]
body-paragraph: তৰুণৰাম ফুকনক অসমৰ জনসাধাৰণে শ্ৰদ্ধাৰে দেশভক্ত উপাধিৰে বিভূষিত কৰিছিল। তেওঁ সাহিত্য, সমাজ সংস্কাৰ আৰু শিক্ষাৰ প্ৰসাৰতো অৱদান আগবঢ়াইছিল। অসমীয়া ভাষা আৰু সংস্কৃতিৰ উন্নতিৰ বাবে তেওঁ আজীৱন কাম কৰি গৈছে। [398,291,494,321]
body-paragraph: স্বভোজী পুষ্টি (Autotrophic) আৰু পৰভোজী পুষ্টি (Heterotrophic) দুটা প্ৰধান প্ৰকাৰ। সেউজীয়া উদ্ভিদবোৰ স্বভোজী, কিন্তু প্ৰাণীবোৰে খাদ্যৰ বাবে অন্যৰ ওপৰত নিৰ্ভৰ কৰে। কিছুমান উদ্ভিদে পতংগ ধৰি খায়, যেনে কলচীয়া উদ্ভিদ। [264,835,324,890]
article2-headline: প্ৰকৃতিত পুষ্টিৰ বিচিত্ৰ ৰূপ [198,533,496,587]
logo-main-text: গণ [178,4,196,20]
